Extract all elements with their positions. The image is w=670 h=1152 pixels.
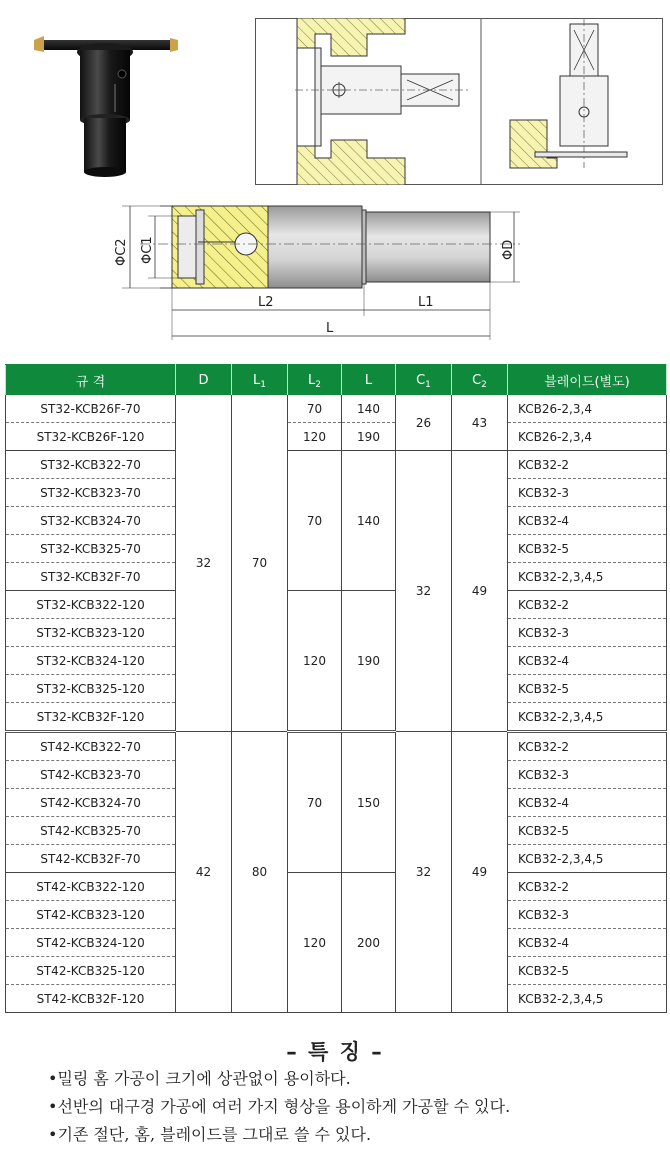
blade-cell: KCB32-3 bbox=[508, 619, 667, 647]
l-cell: 140 bbox=[342, 395, 396, 423]
dim-l2-label: L2 bbox=[258, 295, 274, 310]
d-cell: 42 bbox=[176, 732, 232, 1013]
spec-table bbox=[5, 364, 667, 1013]
table-row bbox=[6, 591, 667, 619]
l-cell: 200 bbox=[342, 873, 396, 1013]
blade-cell: KCB32-4 bbox=[508, 507, 667, 535]
blade-cell: KCB32-2,3,4,5 bbox=[508, 563, 667, 591]
blade-cell: KCB32-3 bbox=[508, 761, 667, 789]
table-row bbox=[6, 873, 667, 901]
header-l2: $L_2$ bbox=[288, 365, 342, 396]
header-c1: $C_1$ bbox=[396, 365, 452, 396]
l1-cell: 70 bbox=[232, 395, 288, 732]
c2-cell: 43 bbox=[452, 395, 508, 451]
blade-cell: KCB26-2,3,4 bbox=[508, 395, 667, 423]
model-cell: ST42-KCB322-120 bbox=[6, 873, 176, 901]
header-d: D bbox=[176, 365, 232, 396]
model-cell: ST32-KCB325-120 bbox=[6, 675, 176, 703]
l2-cell: 70 bbox=[288, 395, 342, 423]
model-cell: ST32-KCB323-120 bbox=[6, 619, 176, 647]
l-cell: 190 bbox=[342, 423, 396, 451]
features-title: – 특 징 – bbox=[286, 1040, 384, 1064]
l2-cell: 70 bbox=[288, 732, 342, 873]
blade-cell: KCB32-2 bbox=[508, 873, 667, 901]
dim-l-label: L bbox=[326, 321, 334, 336]
feature-item: •밀링 홈 가공이 크기에 상관없이 용이하다. bbox=[48, 1069, 351, 1088]
c1-cell: 26 bbox=[396, 395, 452, 451]
product-photo bbox=[20, 22, 190, 180]
blade-cell: KCB32-2,3,4,5 bbox=[508, 845, 667, 873]
header-l: L bbox=[342, 365, 396, 396]
dim-c1-label: ΦC1 bbox=[140, 236, 155, 264]
model-cell: ST32-KCB32F-70 bbox=[6, 563, 176, 591]
blade-cell: KCB32-5 bbox=[508, 817, 667, 845]
blade-cell: KCB32-4 bbox=[508, 929, 667, 957]
feature-item: •기존 절단, 홈, 블레이드를 그대로 쓸 수 있다. bbox=[48, 1125, 372, 1144]
d-cell: 32 bbox=[176, 395, 232, 732]
model-cell: ST42-KCB325-70 bbox=[6, 817, 176, 845]
dim-d-label: ΦD bbox=[501, 239, 516, 260]
blade-cell: KCB32-4 bbox=[508, 789, 667, 817]
model-cell: ST32-KCB324-120 bbox=[6, 647, 176, 675]
blade-cell: KCB32-3 bbox=[508, 479, 667, 507]
l2-cell: 120 bbox=[288, 873, 342, 1013]
model-cell: ST32-KCB324-70 bbox=[6, 507, 176, 535]
header-spec: 규 격 bbox=[6, 365, 176, 396]
c2-cell: 49 bbox=[452, 451, 508, 732]
l2-cell: 120 bbox=[288, 591, 342, 732]
l-cell: 140 bbox=[342, 451, 396, 591]
blade-cell: KCB32-3 bbox=[508, 901, 667, 929]
c1-cell: 32 bbox=[396, 732, 452, 1013]
blade-cell: KCB32-2,3,4,5 bbox=[508, 985, 667, 1013]
l1-cell: 80 bbox=[232, 732, 288, 1013]
l2-cell: 120 bbox=[288, 423, 342, 451]
model-cell: ST32-KCB323-70 bbox=[6, 479, 176, 507]
model-cell: ST42-KCB325-120 bbox=[6, 957, 176, 985]
header-l1: $L_1$ bbox=[232, 365, 288, 396]
application-diagram bbox=[255, 18, 663, 185]
feature-item: •선반의 대구경 가공에 여러 가지 형상을 용이하게 가공할 수 있다. bbox=[48, 1097, 511, 1116]
blade-cell: KCB32-2 bbox=[508, 591, 667, 619]
model-cell: ST32-KCB32F-120 bbox=[6, 703, 176, 732]
model-cell: ST42-KCB32F-70 bbox=[6, 845, 176, 873]
table-header-row bbox=[6, 365, 667, 396]
blade-cell: KCB32-4 bbox=[508, 647, 667, 675]
dim-c2-label: ΦC2 bbox=[114, 238, 129, 266]
dim-l1-label: L1 bbox=[418, 295, 434, 310]
l2-cell: 70 bbox=[288, 451, 342, 591]
model-cell: ST42-KCB323-70 bbox=[6, 761, 176, 789]
model-cell: ST32-KCB26F-120 bbox=[6, 423, 176, 451]
c2-cell: 49 bbox=[452, 732, 508, 1013]
blade-cell: KCB32-5 bbox=[508, 957, 667, 985]
model-cell: ST42-KCB322-70 bbox=[6, 732, 176, 761]
l-cell: 190 bbox=[342, 591, 396, 732]
blade-cell: KCB26-2,3,4 bbox=[508, 423, 667, 451]
table-row bbox=[6, 395, 667, 423]
table-row bbox=[6, 732, 667, 761]
model-cell: ST32-KCB26F-70 bbox=[6, 395, 176, 423]
l-cell: 150 bbox=[342, 732, 396, 873]
table-row bbox=[6, 451, 667, 479]
header-c2: $C_2$ bbox=[452, 365, 508, 396]
blade-cell: KCB32-2,3,4,5 bbox=[508, 703, 667, 732]
blade-cell: KCB32-5 bbox=[508, 535, 667, 563]
header-blade: 블레이드(별도) bbox=[508, 365, 667, 396]
model-cell: ST32-KCB325-70 bbox=[6, 535, 176, 563]
blade-cell: KCB32-2 bbox=[508, 732, 667, 761]
model-cell: ST42-KCB323-120 bbox=[6, 901, 176, 929]
c1-cell: 32 bbox=[396, 451, 452, 732]
model-cell: ST42-KCB324-70 bbox=[6, 789, 176, 817]
dimension-drawing bbox=[100, 198, 540, 344]
blade-cell: KCB32-5 bbox=[508, 675, 667, 703]
model-cell: ST42-KCB32F-120 bbox=[6, 985, 176, 1013]
model-cell: ST32-KCB322-70 bbox=[6, 451, 176, 479]
blade-cell: KCB32-2 bbox=[508, 451, 667, 479]
table-row bbox=[6, 423, 667, 451]
model-cell: ST42-KCB324-120 bbox=[6, 929, 176, 957]
model-cell: ST32-KCB322-120 bbox=[6, 591, 176, 619]
